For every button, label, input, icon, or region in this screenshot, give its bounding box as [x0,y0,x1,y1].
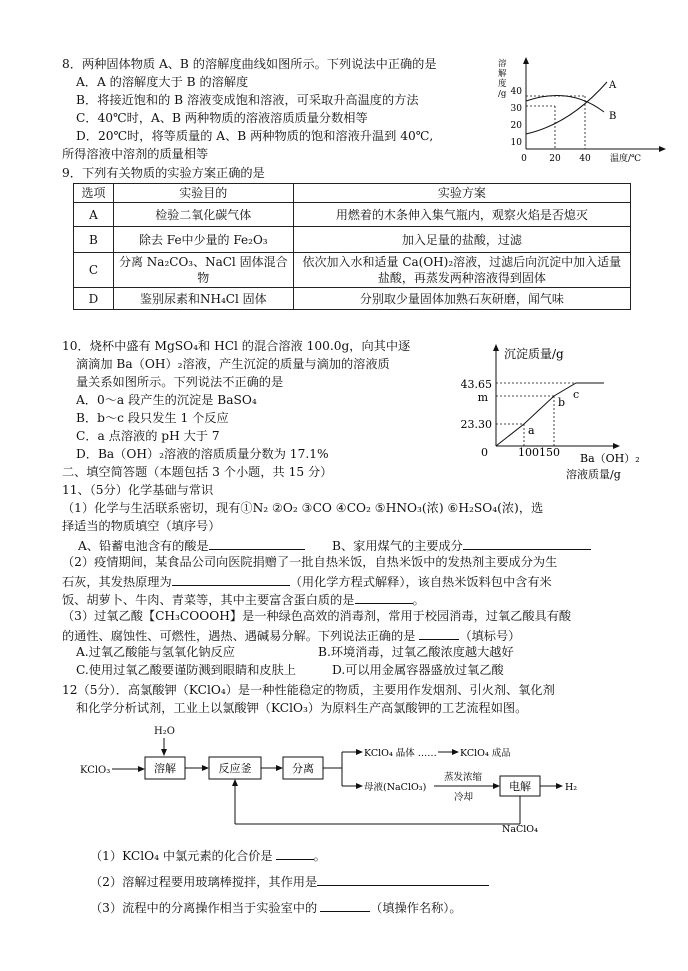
section-heading: 二、填空简答题（本题包括 3 个小题，共 15 分） [62,465,333,479]
precipitate-x-values: 100150 [518,446,560,459]
precipitate-curve [496,383,604,446]
solubility-chart [492,54,672,166]
solubility-xtick: 0 [521,154,527,164]
flow-evaporate: 蒸发浓缩 [444,772,483,783]
point-label-c: c [573,388,580,401]
flow-product: KClO₄ 成品 [460,748,511,759]
table-header: 选项 [74,184,114,203]
q10-stem-line2: 滴滴加 Ba（OH）₂溶液，产生沉淀的质量与滴加的溶液质 [76,357,390,371]
q12-stem-line2: 和化学分析试剂，工业上以氯酸钾（KClO₃）为原料生产高氯酸钾的工艺流程如图。 [76,701,528,715]
table-row [74,288,631,310]
q12-sub3: （3）流程中的分离操作相当于实验室中的 （填操作名称）。 [90,898,462,917]
q10-stem-line3: 量关系如图所示。下列说法不正确的是 [76,375,284,389]
q11-part1-a: A、铅蓄电池含有的酸是 [78,536,305,555]
q11-part1-b: B、家用煤气的主要成分 [332,536,591,555]
solubility-curve-b [526,96,604,112]
q8-option-a: A．A 的溶解度大于 B 的溶解度 [76,75,249,89]
q10-stem-line1: 10．烧杯中盛有 MgSO₄和 HCl 的混合溶液 100.0g，向其中逐 [62,339,411,353]
flow-kclo3: KClO₃ [80,765,111,776]
flow-crystal: KClO₄ 晶体 …… [364,748,437,759]
answer-blank[interactable] [172,572,290,586]
solubility-ylabel: 溶 [498,59,507,69]
point-label-a: a [528,424,535,437]
answer-blank[interactable] [209,536,305,550]
precipitate-y-value: 43.65 [460,378,492,391]
table-cell: D [74,288,114,310]
q11-title: 11、（5分）化学基础与常识 [62,483,214,497]
q12-sub1: （1）KClO₄ 中氯元素的化合价是 。 [90,846,326,865]
solubility-xtick: 40 [579,154,591,164]
q11-part2-cont2: 饭、胡萝卜、牛肉、青菜等，其中主要富含蛋白质的是 。 [62,590,425,609]
flow-h2: H₂ [565,782,578,793]
table-cell: 依次加入水和适量 Ca(OH)₂溶液，过滤后向沉淀中加入适量盐酸，再蒸发两种溶液得到固体 [293,253,630,288]
precipitate-y-value: 23.30 [460,418,492,431]
svg-text:反应釜: 反应釜 [218,762,252,775]
answer-blank[interactable] [355,590,413,604]
q9-stem: 9．下列有关物质的实验方案正确的是 [62,166,265,180]
q11-part2-cont: 石灰，其发热原理为 （用化学方程式解释），该自热米饭料包中含有米 [62,572,552,591]
solubility-ytick: 20 [510,121,522,131]
curve-label-b: B [609,111,617,122]
table-row [74,253,631,288]
svg-text:电解: 电解 [509,780,531,793]
table-cell: B [74,227,114,253]
answer-blank[interactable] [419,626,459,640]
table-cell: 加入足量的盐酸，过滤 [293,227,630,253]
precipitate-chart [448,338,648,484]
table-row [74,227,631,253]
q11-part1: （1）化学与生活联系密切，现有①N₂ ②O₂ ③CO ④CO₂ ⑤HNO₃(浓) ⑥H₂SO₄(浓)，选 [62,501,544,515]
q10-option-b: B．b～c 段只发生 1 个反应 [76,411,229,425]
solubility-ytick: 40 [510,87,522,97]
precipitate-origin: 0 [481,446,488,459]
solubility-ytick: 30 [510,104,522,114]
table-row [74,203,631,227]
q11-part1-cont: 择适当的物质填空（填序号） [62,519,221,533]
svg-text:溶解: 溶解 [154,762,176,775]
precipitate-xlabel2: 溶液质量/g [566,468,621,481]
table-header: 实验目的 [113,184,293,203]
answer-blank[interactable] [317,872,489,886]
solubility-curve-a [526,82,607,134]
q8-option-d: D．20℃时，将等质量的 A、B 两种物质的饱和溶液升温到 40℃, [76,129,434,143]
table-header-row [74,184,631,203]
flow-mother-liquor: 母液(NaClO₃) [364,782,427,793]
q8-option-d-cont: 所得溶液中溶剂的质量相等 [62,147,209,161]
q11-part3-d: D.可以用金属容器盛放过氧乙酸 [332,663,504,677]
q11-part3-cont: 的通性、腐蚀性、可燃性，遇热、遇碱易分解。下列说法正确的是 （填标号） [62,626,520,645]
q8-option-c: C．40℃时，A、B 两种物质的溶液溶质质量分数相等 [76,111,368,125]
table-header: 实验方案 [293,184,630,203]
table-cell: 分离 Na₂CO₃、NaCl 固体混合物 [113,253,293,288]
q12-sub2: （2）溶解过程要用玻璃棒搅拌，其作用是 [90,872,489,891]
svg-text:度: 度 [498,79,507,89]
table-cell: 用燃着的木条伸入集气瓶内，观察火焰是否熄灭 [293,203,630,227]
flow-cool: 冷却 [454,792,474,803]
q8-stem: 8．两种固体物质 A、B 的溶解度曲线如图所示。下列说法中正确的是 [62,57,437,71]
solubility-xlabel: 温度/℃ [610,154,642,164]
q10-option-c: C．a 点溶液的 pH 大于 7 [76,429,220,443]
table-cell: 除去 Fe中少量的 Fe₂O₃ [113,227,293,253]
process-flowchart [74,722,594,834]
q11-part3-a: A.过氧乙酸能与氢氧化钠反应 [76,645,235,659]
q8-option-b: B．将接近饱和的 B 溶液变成饱和溶液，可采取升高温度的方法 [76,93,419,107]
solubility-ytick: 10 [510,138,522,148]
solubility-xtick: 20 [549,154,561,164]
answer-blank[interactable] [276,846,314,860]
flow-naclo4: NaClO₄ [502,824,538,834]
svg-text:分离: 分离 [292,762,314,775]
flow-h2o: H₂O [154,726,175,737]
q11-part2: （2）疫情期间，某食品公司向医院捐赠了一批自热米饭，自热米饭中的发热剂主要成分为生 [62,555,558,569]
table-cell: C [74,253,114,288]
q11-part3: （3）过氧乙酸【CH₃COOOH】是一种绿色高效的消毒剂，常用于校园消毒，过氧乙酸具有酸 [62,609,572,623]
q10-option-d: D．Ba（OH）₂溶液的溶质质量分数为 17.1% [76,447,329,461]
svg-text:/g: /g [498,89,507,99]
q11-part3-c: C.使用过氧乙酸要谨防溅到眼睛和皮肤上 [76,663,296,677]
table-cell: 鉴别尿素和NH₄Cl 固体 [113,288,293,310]
q11-part3-b: B.环境消毒，过氧乙酸浓度越大越好 [318,645,514,659]
precipitate-ylabel: 沉淀质量/g [504,347,564,361]
answer-blank[interactable] [320,898,370,912]
table-cell: 分别取少量固体加熟石灰研磨，闻气味 [293,288,630,310]
precipitate-xlabel1: Ba（OH）₂ [580,452,640,465]
point-label-b: b [558,396,566,409]
table-cell: A [74,203,114,227]
svg-text:解: 解 [498,69,507,79]
q9-table [73,183,631,310]
curve-label-a: A [609,80,617,91]
q12-stem-line1: 12（5分）．高氯酸钾（KClO₄）是一种性能稳定的物质，主要用作发烟剂、引火剂、氧化剂 [62,683,555,697]
precipitate-m-label: m [477,391,488,404]
q10-option-a: A．0～a 段产生的沉淀是 BaSO₄ [76,393,257,407]
table-cell: 检验二氧化碳气体 [113,203,293,227]
answer-blank[interactable] [463,536,591,550]
